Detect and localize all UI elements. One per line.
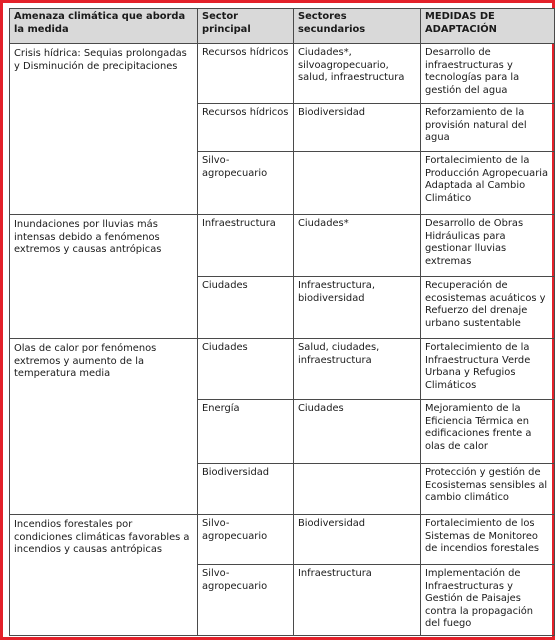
threat-cell: Inundaciones por lluvias más intensas debido a fenómenos extremos y causas antrópicas (10, 215, 198, 339)
secondary-sectors-cell: Infraestructura, biodiversidad (294, 277, 421, 339)
table-row (10, 515, 555, 565)
adaptation-measure-cell: Recuperación de ecosistemas acuáticos y Refuerzo del drenaje urbano sustentable (421, 277, 555, 339)
main-sector-cell: Infraestructura (198, 215, 294, 277)
adaptation-measure-cell: Fortalecimiento de los Sistemas de Monitoreo de incendios forestales (421, 515, 555, 565)
main-sector-cell: Ciudades (198, 277, 294, 339)
secondary-sectors-cell (294, 464, 421, 515)
main-sector-cell: Silvo-agropecuario (198, 565, 294, 636)
adaptation-measure-cell: Mejoramiento de la Eficiencia Térmica en edificaciones frente a olas de calor (421, 400, 555, 464)
header-row (10, 9, 555, 44)
header-main-sector: Sector principal (198, 9, 294, 44)
secondary-sectors-cell: Ciudades* (294, 215, 421, 277)
threat-cell: Crisis hídrica: Sequias prolongadas y Disminución de precipitaciones (10, 44, 198, 215)
header-adaptation-measures: MEDIDAS DE ADAPTACIÓN (421, 9, 555, 44)
main-sector-cell: Silvo-agropecuario (198, 515, 294, 565)
secondary-sectors-cell: Ciudades*, silvoagropecuario, salud, infraestructura (294, 44, 421, 104)
table-row (10, 339, 555, 400)
secondary-sectors-cell: Biodiversidad (294, 104, 421, 152)
adaptation-measure-cell: Fortalecimiento de la Infraestructura Verde Urbana y Refugios Climáticos (421, 339, 555, 400)
secondary-sectors-cell: Infraestructura (294, 565, 421, 636)
table-row (10, 215, 555, 277)
secondary-sectors-cell: Salud, ciudades, infraestructura (294, 339, 421, 400)
threat-cell: Olas de calor por fenómenos extremos y aumento de la temperatura media (10, 339, 198, 515)
secondary-sectors-cell: Ciudades (294, 400, 421, 464)
adaptation-measure-cell: Desarrollo de Obras Hidráulicas para gestionar lluvias extremas (421, 215, 555, 277)
adaptation-measure-cell: Protección y gestión de Ecosistemas sensibles al cambio climático (421, 464, 555, 515)
table-body (10, 44, 555, 636)
main-sector-cell: Recursos hídricos (198, 44, 294, 104)
main-sector-cell: Ciudades (198, 339, 294, 400)
adaptation-measure-cell: Implementación de Infraestructuras y Gestión de Paisajes contra la propagación del fuego (421, 565, 555, 636)
table-row (10, 44, 555, 104)
main-sector-cell: Biodiversidad (198, 464, 294, 515)
adaptation-measures-table (9, 8, 555, 636)
secondary-sectors-cell: Biodiversidad (294, 515, 421, 565)
adaptation-measure-cell: Fortalecimiento de la Producción Agropecuaria Adaptada al Cambio Climático (421, 152, 555, 215)
header-threat: Amenaza climática que aborda la medida (10, 9, 198, 44)
main-sector-cell: Recursos hídricos (198, 104, 294, 152)
adaptation-measure-cell: Desarrollo de infraestructuras y tecnologías para la gestión del agua (421, 44, 555, 104)
table-header (10, 9, 555, 44)
header-secondary-sectors: Sectores secundarios (294, 9, 421, 44)
secondary-sectors-cell (294, 152, 421, 215)
main-sector-cell: Silvo-agropecuario (198, 152, 294, 215)
threat-cell: Incendios forestales por condiciones climáticas favorables a incendios y causas antrópicas (10, 515, 198, 636)
main-sector-cell: Energía (198, 400, 294, 464)
adaptation-measure-cell: Reforzamiento de la provisión natural del agua (421, 104, 555, 152)
